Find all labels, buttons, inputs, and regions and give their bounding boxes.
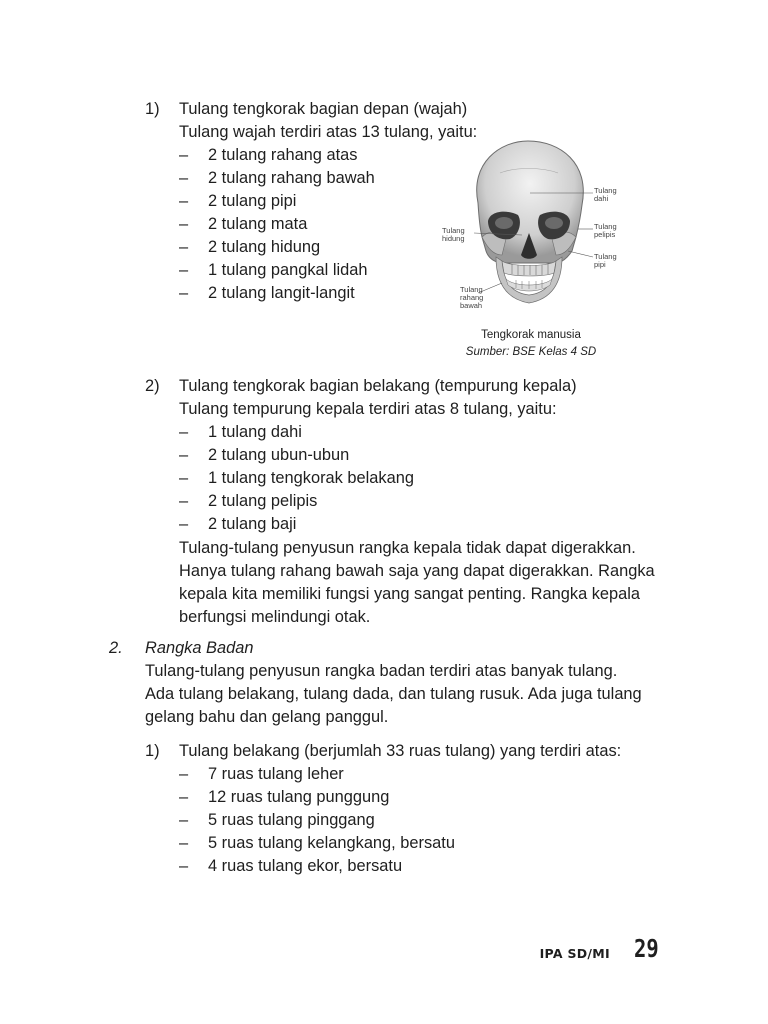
list-dash: – [179, 215, 189, 233]
list-item: 2 tulang ubun-ubun [208, 446, 350, 464]
list-item: 2 tulang rahang bawah [208, 169, 375, 187]
list-dash: – [179, 169, 189, 187]
item-intro: Tulang tempurung kepala terdiri atas 8 tulang, yaitu: [179, 400, 557, 418]
figure-source: Sumber: BSE Kelas 4 SD [465, 346, 597, 358]
page-number: 29 [634, 934, 659, 963]
list-item: 1 tulang pangkal lidah [208, 261, 368, 279]
list-dash: – [179, 423, 189, 441]
label-pipi: Tulang pipi [594, 252, 617, 269]
list-item: 2 tulang pelipis [208, 492, 318, 510]
item-heading: Tulang tengkorak bagian depan (wajah) [179, 100, 468, 118]
label-hidung: Tulang hidung [442, 226, 465, 243]
list-item: 7 ruas tulang leher [208, 765, 344, 783]
list-item: 2 tulang hidung [208, 238, 321, 256]
list-dash: – [179, 146, 189, 164]
item-heading: Tulang tengkorak bagian belakang (tempurung kepala) [179, 377, 577, 395]
list-dash: – [179, 515, 189, 533]
list-dash: – [179, 492, 189, 510]
label-rahang-bawah: Tulang rahang bawah [460, 285, 484, 310]
list-dash: – [179, 238, 189, 256]
item-number: 1) [145, 100, 160, 118]
label-pelipis: Tulang pelipis [594, 222, 617, 239]
item-intro: Tulang wajah terdiri atas 13 tulang, yaitu: [179, 123, 478, 141]
list-dash: – [179, 765, 189, 783]
skull-paragraph: Tulang-tulang penyusun rangka kepala tidak dapat digerakkan. Hanya tulang rahang bawah saja yang dapat digerakkan. Rangka kepala kita memiliki fungsi yang sangat penting. Rangka kepala berfungsi melindungi otak. [179, 539, 655, 626]
list-item: 2 tulang mata [208, 215, 308, 233]
list-item: 2 tulang baji [208, 515, 297, 533]
section-number: 2. [109, 639, 123, 657]
item-number: 2) [145, 377, 160, 395]
list-item: 2 tulang rahang atas [208, 146, 358, 164]
list-item: 2 tulang langit-langit [208, 284, 355, 302]
list-item: 1 tulang tengkorak belakang [208, 469, 414, 487]
label-dahi: Tulang dahi [594, 186, 617, 203]
skull-figure [430, 133, 620, 325]
list-item: 12 ruas tulang punggung [208, 788, 390, 806]
list-item: 2 tulang pipi [208, 192, 297, 210]
list-dash: – [179, 788, 189, 806]
item-number: 1) [145, 742, 160, 760]
list-item: 5 ruas tulang pinggang [208, 811, 375, 829]
list-item: 4 ruas tulang ekor, bersatu [208, 857, 403, 875]
list-dash: – [179, 834, 189, 852]
list-dash: – [179, 446, 189, 464]
list-dash: – [179, 192, 189, 210]
list-dash: – [179, 857, 189, 875]
item-heading: Tulang belakang (berjumlah 33 ruas tulang) yang terdiri atas: [179, 742, 622, 760]
list-dash: – [179, 469, 189, 487]
list-dash: – [179, 811, 189, 829]
section-title: Rangka Badan [145, 639, 254, 657]
section-paragraph: Tulang-tulang penyusun rangka badan terdiri atas banyak tulang. Ada tulang belakang, tulang dada, dan tulang rusuk. Ada juga tulang gelang bahu dan gelang panggul. [145, 662, 642, 726]
list-item: 5 ruas tulang kelangkang, bersatu [208, 834, 455, 852]
list-item: 1 tulang dahi [208, 423, 302, 441]
list-dash: – [179, 284, 189, 302]
list-dash: – [179, 261, 189, 279]
footer-book-label: IPA SD/MI [539, 946, 610, 961]
figure-caption: Tengkorak manusia [481, 329, 581, 341]
